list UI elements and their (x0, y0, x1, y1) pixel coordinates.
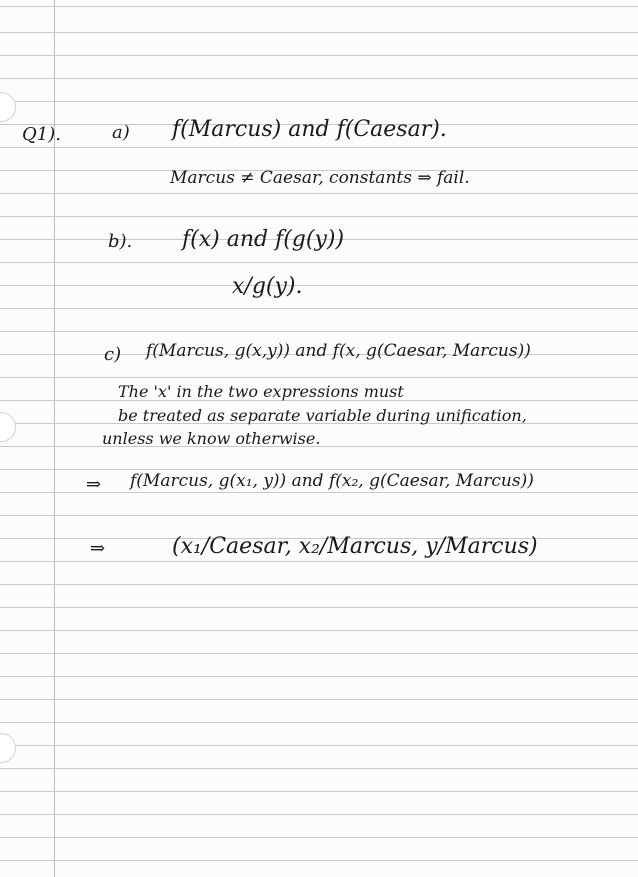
punch-hole-middle (0, 412, 16, 442)
punch-hole-top (0, 92, 16, 122)
part-b-expression: f(x) and f(g(y)) (182, 227, 345, 252)
part-c-note-line-2: be treated as separate variable during unification, (118, 406, 527, 425)
question-number: Q1). (22, 124, 61, 145)
part-c-expression: f(Marcus, g(x,y)) and f(x, g(Caesar, Marcus)) (146, 341, 531, 361)
part-c-arrow-2: ⇒ (90, 538, 106, 559)
part-c-note-line-3: unless we know otherwise. (102, 429, 321, 448)
part-a-label: a) (112, 122, 130, 143)
part-c-arrow-1: ⇒ (86, 474, 102, 495)
punch-hole-bottom (0, 733, 16, 763)
part-c-note-line-1: The 'x' in the two expressions must (118, 382, 404, 401)
part-c-unifier: (x₁/Caesar, x₂/Marcus, y/Marcus) (172, 534, 538, 559)
part-a-expression: f(Marcus) and f(Caesar). (172, 117, 447, 142)
part-c-renamed-expression: f(Marcus, g(x₁, y)) and f(x₂, g(Caesar, Marcus)) (130, 471, 534, 491)
part-b-label: b). (108, 231, 133, 252)
part-c-label: c) (104, 344, 122, 365)
part-a-result: Marcus ≠ Caesar, constants ⇒ fail. (170, 168, 470, 188)
part-b-substitution: x/g(y). (232, 274, 303, 299)
